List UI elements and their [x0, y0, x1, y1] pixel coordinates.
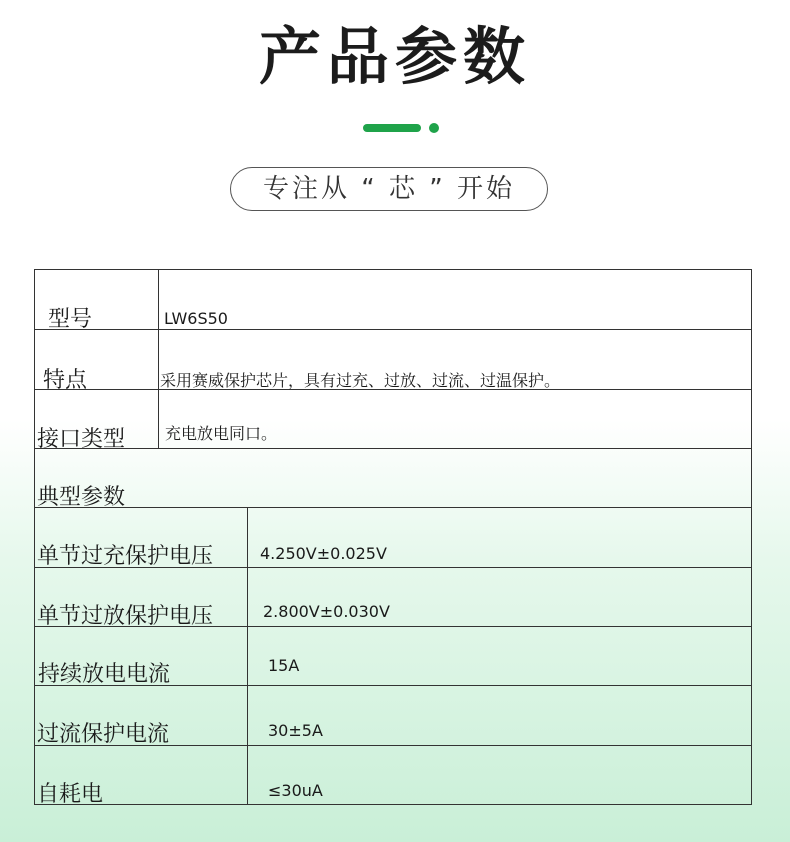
slogan-pill: 专注从 “ 芯 ” 开始: [230, 167, 548, 211]
table-section-row: [35, 449, 752, 508]
param-value-self-consumption: ≤30uA: [268, 781, 323, 800]
accent-dot: [429, 123, 439, 133]
table-row: [35, 390, 752, 452]
row-label-features: 特点: [43, 368, 88, 393]
row-value-interface: 充电放电同口。: [165, 424, 278, 443]
param-label-overcharge: 单节过充保护电压: [37, 544, 214, 569]
table-row: [35, 330, 752, 393]
table-row: [35, 746, 752, 805]
row-label-model: 型号: [48, 307, 93, 332]
row-label-interface: 接口类型: [37, 427, 126, 452]
table-row: [35, 270, 752, 330]
param-value-overdischarge: 2.800V±0.030V: [263, 602, 390, 621]
table-row: [35, 568, 752, 627]
spec-table: [34, 269, 752, 805]
param-label-overdischarge: 单节过放保护电压: [37, 604, 214, 629]
param-value-discharge-current: 15A: [268, 656, 300, 675]
accent-bar: [363, 124, 421, 132]
table-row: [35, 627, 752, 686]
param-label-self-consumption: 自耗电: [37, 782, 104, 807]
param-value-overcurrent: 30±5A: [268, 721, 323, 740]
table-row: [35, 508, 752, 568]
param-label-overcurrent: 过流保护电流: [37, 722, 170, 747]
param-label-discharge-current: 持续放电电流: [38, 662, 171, 687]
row-value-features: 采用赛威保护芯片，具有过充、过放、过流、过温保护。: [160, 371, 561, 390]
row-value-model: LW6S50: [164, 309, 228, 328]
param-value-overcharge: 4.250V±0.025V: [260, 544, 387, 563]
section-title: 典型参数: [37, 485, 126, 510]
page-title: 产品参数: [258, 20, 531, 93]
table-row: [35, 686, 752, 746]
